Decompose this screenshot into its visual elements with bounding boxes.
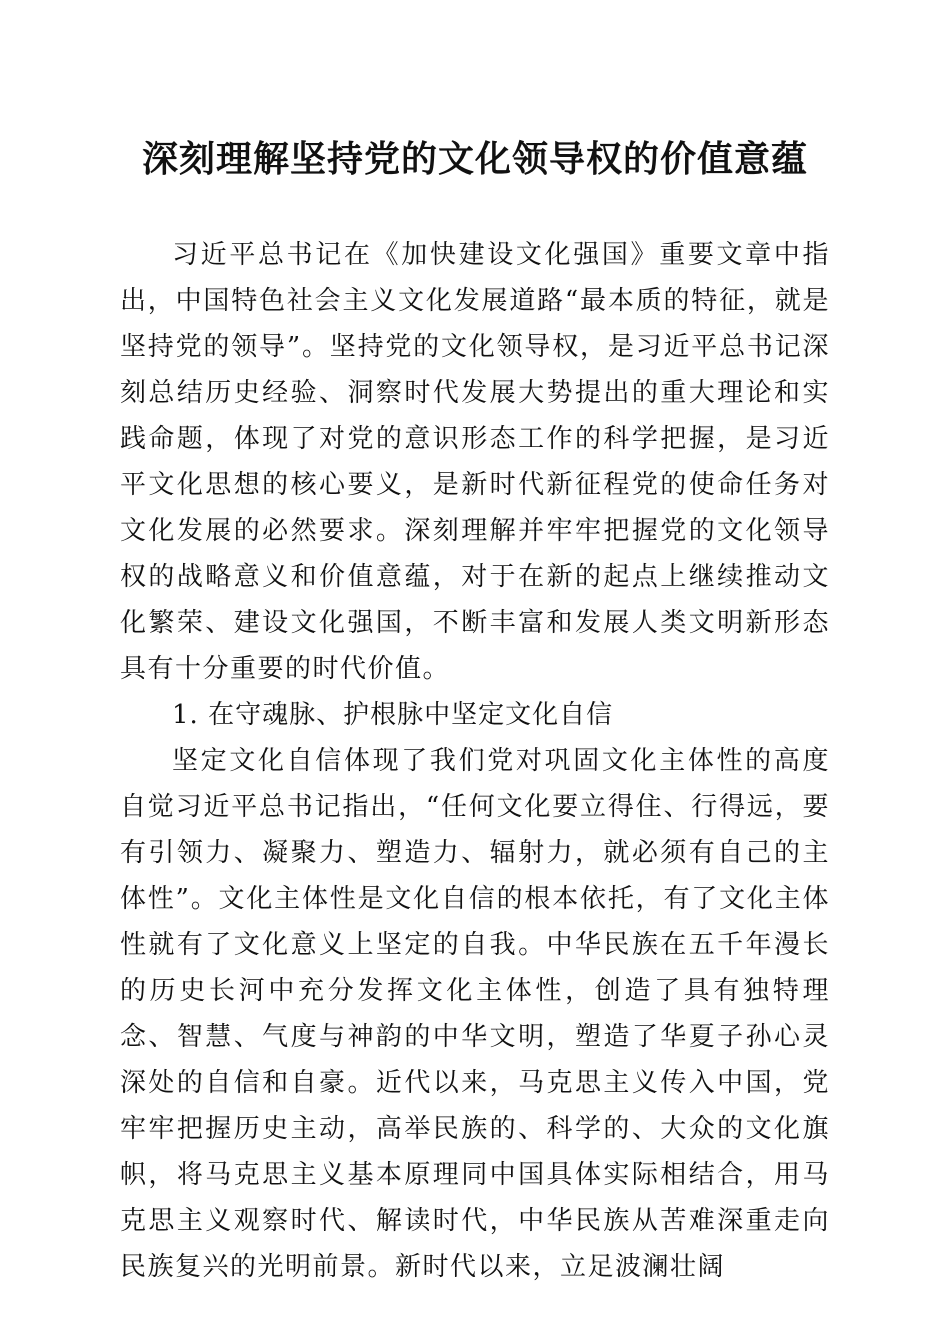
document-body (120, 232, 830, 1290)
section-1-paragraph: 坚定文化自信体现了我们党对巩固文化主体性的高度自觉习近平总书记指出，“任何文化要立得住、行得远，要有引领力、凝聚力、塑造力、辐射力，就必须有自己的主体性”。文化主体性是文化自信的根本依托，有了文化主体性就有了文化意义上坚定的自我。中华民族在五千年漫长的历史长河中充分发挥文化主体性，创造了具有独特理念、智慧、气度与神韵的中华文明，塑造了华夏子孙心灵深处的自信和自豪。近代以来，马克思主义传入中国，党牢牢把握历史主动，高举民族的、科学的、大众的文化旗帜，将马克思主义基本原理同中国具体实际相结合，用马克思主义观察时代、解读时代，中华民族从苦难深重走向民族复兴的光明前景。新时代以来，立足波澜壮阔 (120, 746, 830, 1282)
intro-paragraph: 习近平总书记在《加快建设文化强国》重要文章中指出，中国特色社会主义文化发展道路“最本质的特征，就是坚持党的领导”。坚持党的文化领导权，是习近平总书记深刻总结历史经验、洞察时代发展大势提出的重大理论和实践命题，体现了对党的意识形态工作的科学把握，是习近平文化思想的核心要义，是新时代新征程党的使命任务对文化发展的必然要求。深刻理解并牢牢把握党的文化领导权的战略意义和价值意蕴，对于在新的起点上继续推动文化繁荣、建设文化强国，不断丰富和发展人类文明新形态具有十分重要的时代价值。 (120, 240, 830, 684)
document-title: 深刻理解坚持党的文化领导权的价值意蕴 (141, 138, 808, 180)
section-heading-1: 1. 在守魂脉、护根脉中坚定文化自信 (172, 700, 614, 730)
